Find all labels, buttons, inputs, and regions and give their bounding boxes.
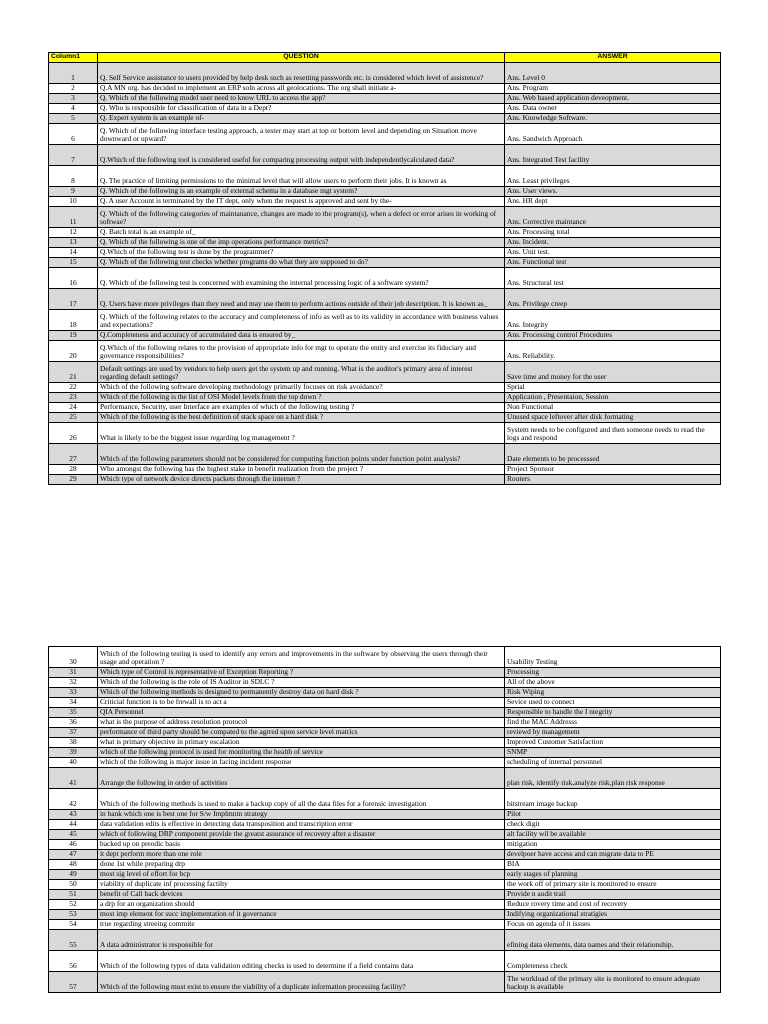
question-table-2 — [48, 646, 721, 993]
answer-cell[interactable]: Risk Wiping — [505, 688, 721, 698]
row-number-cell[interactable]: 55 — [49, 930, 98, 951]
row-number-cell[interactable]: 3 — [49, 94, 98, 104]
row-number-cell[interactable]: 57 — [49, 972, 98, 993]
table-row — [49, 678, 721, 688]
answer-cell[interactable]: Provide n audit trail — [505, 890, 721, 900]
answer-cell[interactable]: Project Sponsor — [505, 465, 721, 475]
question-cell[interactable]: backed up on preodic basis — [98, 840, 505, 850]
question-cell[interactable]: Which type of Control is representative of Exception Reporting ? — [98, 668, 505, 678]
answer-cell[interactable]: Responsible to handle the I ntegrity — [505, 708, 721, 718]
question-cell[interactable]: Q. Which of the following relates to the accuracy and completeness of info as well as to its validity in accordance with business values and expectations? — [98, 310, 505, 331]
table-row — [49, 850, 721, 860]
question-cell[interactable]: performance of third party should be compated to the agrred upon service level matrics — [98, 728, 505, 738]
table-row — [49, 289, 721, 310]
answer-cell[interactable]: Ans. HR dept — [505, 197, 721, 207]
question-cell[interactable]: Q. Expert system is an example of- — [98, 114, 505, 124]
question-cell[interactable]: which of following DRP component provide the greatst assurance of recovery after a disaster — [98, 830, 505, 840]
table-row — [49, 258, 721, 268]
row-number-cell[interactable]: 45 — [49, 830, 98, 840]
answer-cell[interactable]: Processing — [505, 668, 721, 678]
answer-cell[interactable]: Indifying organizational stratigies — [505, 910, 721, 920]
table-row — [49, 238, 721, 248]
question-cell[interactable]: Which of the following types of data validation editing checks is used to determine if a field contains data — [98, 951, 505, 972]
question-cell[interactable]: Arrange the following in order of activities — [98, 768, 505, 789]
row-number-cell[interactable]: 40 — [49, 758, 98, 768]
question-cell[interactable]: Q. Users have more privileges than they need and may use them to perform actions outside of their job description. It is known as_ — [98, 289, 505, 310]
question-cell[interactable]: what is primary objective in primary escalation — [98, 738, 505, 748]
row-number-cell[interactable]: 20 — [49, 341, 98, 362]
row-number-cell[interactable]: 10 — [49, 197, 98, 207]
row-number-cell[interactable]: 37 — [49, 728, 98, 738]
header-row — [49, 53, 721, 63]
question-cell[interactable]: what is the purpose of address resolution protocol — [98, 718, 505, 728]
answer-cell[interactable]: develpoer have access and can migrate data to PE — [505, 850, 721, 860]
answer-cell[interactable]: reviewd by management — [505, 728, 721, 738]
answer-cell[interactable]: Ans. User views. — [505, 187, 721, 197]
table-row — [49, 830, 721, 840]
row-number-cell[interactable]: 16 — [49, 268, 98, 289]
row-number-cell[interactable]: 15 — [49, 258, 98, 268]
table-row — [49, 423, 721, 444]
row-number-cell[interactable]: 44 — [49, 820, 98, 830]
answer-cell[interactable]: Sprial — [505, 383, 721, 393]
table-row — [49, 331, 721, 341]
row-number-cell[interactable]: 8 — [49, 166, 98, 187]
table-row — [49, 860, 721, 870]
question-cell[interactable]: Which of the following is the list of OSI Model levels from the top down ? — [98, 393, 505, 403]
table-row — [49, 475, 721, 485]
answer-cell[interactable]: Ans. Level 0 — [505, 63, 721, 84]
question-cell[interactable]: Which of the following must exist to ensure the viability of a duplicate information processing facility? — [98, 972, 505, 993]
row-number-cell[interactable]: 30 — [49, 647, 98, 668]
answer-cell[interactable]: Non Functional — [505, 403, 721, 413]
question-cell[interactable]: Q.Which of the following tool is considered useful for comparing processing output with independentlycalculated data? — [98, 145, 505, 166]
question-cell[interactable]: Q. Batch total is an example of_ — [98, 228, 505, 238]
table-row — [49, 310, 721, 331]
question-cell[interactable]: Which type of network device directs packets through the internet ? — [98, 475, 505, 485]
question-cell[interactable]: Who amongst the following has the highest stake in benefit realization from the project ? — [98, 465, 505, 475]
question-cell[interactable]: Q.Completeness and accuracy of accumulated data is ensured by_ — [98, 331, 505, 341]
row-number-cell[interactable]: 25 — [49, 413, 98, 423]
question-cell[interactable]: Default settings are used by vendors to help users get the system up and running. What is the auditor's primary area of interest regarding default settings? — [98, 362, 505, 383]
question-cell[interactable]: Criticial function is to be frewall is to act a — [98, 698, 505, 708]
question-cell[interactable]: Which of the following methods is designed to permanently destroy data on hard disk ? — [98, 688, 505, 698]
table-row — [49, 341, 721, 362]
answer-cell[interactable]: Ans. Corrective maintance — [505, 207, 721, 228]
answer-cell[interactable]: Focus on agenda of it issues — [505, 920, 721, 930]
question-cell[interactable]: Q.A MN org. has decided to implement an ERP soln across all geolocations. The org shall initiate a- — [98, 84, 505, 94]
table-row — [49, 197, 721, 207]
answer-cell[interactable]: Improved Customer Satisfaction — [505, 738, 721, 748]
answer-cell[interactable]: Ans. Processing total — [505, 228, 721, 238]
row-number-cell[interactable]: 26 — [49, 423, 98, 444]
question-cell[interactable]: a drp for an organization should — [98, 900, 505, 910]
row-number-cell[interactable]: 49 — [49, 870, 98, 880]
row-number-cell[interactable]: 56 — [49, 951, 98, 972]
table-row — [49, 187, 721, 197]
row-number-cell[interactable]: 1 — [49, 63, 98, 84]
row-number-cell[interactable]: 4 — [49, 104, 98, 114]
answer-cell[interactable]: Usability Testing — [505, 647, 721, 668]
column1-header[interactable]: Column1 — [49, 53, 98, 63]
question-cell[interactable]: Q.Which of the following relates to the provision of appropriate info for mgt to operate the entity and exercise its fiduciary and governance responsibilities? — [98, 341, 505, 362]
table-row — [49, 403, 721, 413]
answer-cell[interactable]: efining data elements, data names and their relationship. — [505, 930, 721, 951]
table-row — [49, 124, 721, 145]
row-number-cell[interactable]: 47 — [49, 850, 98, 860]
question-cell[interactable]: Which of the following methods is used to make a backup copy of all the data files for a forensic investigation — [98, 789, 505, 810]
answer-cell[interactable]: bitstream image backup — [505, 789, 721, 810]
table-row — [49, 768, 721, 789]
answer-cell[interactable]: scheduling of internal personnel — [505, 758, 721, 768]
answer-cell[interactable]: The workload of the primary site is monitored to ensure adequate backup is available — [505, 972, 721, 993]
row-number-cell[interactable]: 22 — [49, 383, 98, 393]
answer-cell[interactable]: Ans. Sandwich Approach — [505, 124, 721, 145]
answer-cell[interactable]: All of the above — [505, 678, 721, 688]
answer-cell[interactable]: SNMP — [505, 748, 721, 758]
table-row — [49, 698, 721, 708]
answer-cell[interactable]: Reduce rovery time and cost of recovery — [505, 900, 721, 910]
row-number-cell[interactable]: 17 — [49, 289, 98, 310]
answer-cell[interactable]: Ans. Functional test — [505, 258, 721, 268]
table-row — [49, 228, 721, 238]
row-number-cell[interactable]: 6 — [49, 124, 98, 145]
table-row — [49, 840, 721, 850]
row-number-cell[interactable]: 19 — [49, 331, 98, 341]
row-number-cell[interactable]: 51 — [49, 890, 98, 900]
table-row — [49, 688, 721, 698]
row-number-cell[interactable]: 29 — [49, 475, 98, 485]
table-row — [49, 920, 721, 930]
question-cell[interactable]: which of the following protocol is used for monitoring the health of service — [98, 748, 505, 758]
row-number-cell[interactable]: 24 — [49, 403, 98, 413]
question-cell[interactable]: true regarding streeing commite — [98, 920, 505, 930]
table-row — [49, 647, 721, 668]
answer-cell[interactable]: find the MAC Addresss — [505, 718, 721, 728]
table-row — [49, 393, 721, 403]
answer-cell[interactable]: Save time and money for the user — [505, 362, 721, 383]
table-row — [49, 820, 721, 830]
row-number-cell[interactable]: 52 — [49, 900, 98, 910]
answer-cell[interactable]: Routers — [505, 475, 721, 485]
question-cell[interactable]: Q. The practice of limiting permissions to the minimal level that will allow users to perform their jobs. It is known as — [98, 166, 505, 187]
table-row — [49, 728, 721, 738]
answer-cell[interactable]: Ans. Integrated Test facility — [505, 145, 721, 166]
row-number-cell[interactable]: 33 — [49, 688, 98, 698]
table-row — [49, 413, 721, 423]
row-number-cell[interactable]: 36 — [49, 718, 98, 728]
table-row — [49, 708, 721, 718]
table-row — [49, 810, 721, 820]
row-number-cell[interactable]: 13 — [49, 238, 98, 248]
question-table-1 — [48, 52, 721, 485]
table-row — [49, 383, 721, 393]
table-row — [49, 890, 721, 900]
row-number-cell[interactable]: 28 — [49, 465, 98, 475]
answer-cell[interactable]: Application , Presentaion, Session — [505, 393, 721, 403]
answer-cell[interactable]: early stages of planning — [505, 870, 721, 880]
row-number-cell[interactable]: 46 — [49, 840, 98, 850]
question-cell[interactable]: A data administrator is responsible for — [98, 930, 505, 951]
question-cell[interactable]: Q.Which of the following test is done by the programmer? — [98, 248, 505, 258]
row-number-cell[interactable]: 14 — [49, 248, 98, 258]
table-row — [49, 145, 721, 166]
answer-cell[interactable]: mitigation — [505, 840, 721, 850]
row-number-cell[interactable]: 41 — [49, 768, 98, 789]
row-number-cell[interactable]: 54 — [49, 920, 98, 930]
question-cell[interactable]: Performance, Security, user Interface are examples of which of the following testing ? — [98, 403, 505, 413]
table-row — [49, 910, 721, 920]
answer-cell[interactable]: alt facility wil be available — [505, 830, 721, 840]
row-number-cell[interactable]: 2 — [49, 84, 98, 94]
row-number-cell[interactable]: 43 — [49, 810, 98, 820]
question-cell[interactable]: Q. Which of the following test is concerned with examining the internal processing logic of a software system? — [98, 268, 505, 289]
row-number-cell[interactable]: 32 — [49, 678, 98, 688]
row-number-cell[interactable]: 7 — [49, 145, 98, 166]
question-cell[interactable]: Which of the following is the role of IS Auditor in SDLC ? — [98, 678, 505, 688]
answer-cell[interactable]: Date elements to be processsed — [505, 444, 721, 465]
row-number-cell[interactable]: 42 — [49, 789, 98, 810]
row-number-cell[interactable]: 23 — [49, 393, 98, 403]
row-number-cell[interactable]: 35 — [49, 708, 98, 718]
answer-cell[interactable]: the work off of primary site is monitored to ensure — [505, 880, 721, 890]
row-number-cell[interactable]: 18 — [49, 310, 98, 331]
table-row — [49, 94, 721, 104]
table-row — [49, 789, 721, 810]
question-cell[interactable]: most sig level of effort for bcp — [98, 870, 505, 880]
question-cell[interactable]: Q. A user Account is terminated by the IT dept, only when the request is approved and sent by the- — [98, 197, 505, 207]
question-cell[interactable]: Which of the following software developing methodology primarily focuses on risk avoidance? — [98, 383, 505, 393]
table-row — [49, 870, 721, 880]
answer-cell[interactable]: Ans. Data owner — [505, 104, 721, 114]
answer-cell[interactable]: plan risk, identify risk,analyze risk,plan risk response — [505, 768, 721, 789]
table-row — [49, 362, 721, 383]
table-row — [49, 930, 721, 951]
table-row — [49, 104, 721, 114]
table-row — [49, 758, 721, 768]
answer-cell[interactable]: Ans. Integrity — [505, 310, 721, 331]
answer-cell[interactable]: System needs to be configured and then someone needs to read the logs and respond — [505, 423, 721, 444]
answer-cell[interactable]: Ans. Unit test. — [505, 248, 721, 258]
answer-cell[interactable]: Ans. Incident. — [505, 238, 721, 248]
table-row — [49, 718, 721, 728]
row-number-cell[interactable]: 12 — [49, 228, 98, 238]
table-row — [49, 668, 721, 678]
row-number-cell[interactable]: 11 — [49, 207, 98, 228]
question-cell[interactable]: Q. Self Service assistance to users provided by help desk such as resetting passwords etc. is considered which level of assistence? — [98, 63, 505, 84]
answer-cell[interactable]: Pilot — [505, 810, 721, 820]
table-row — [49, 444, 721, 465]
table-row — [49, 166, 721, 187]
question-cell[interactable]: Which of the following parameters should not be considered for computing function points under function point analysis? — [98, 444, 505, 465]
row-number-cell[interactable]: 31 — [49, 668, 98, 678]
table-row — [49, 880, 721, 890]
table-row — [49, 63, 721, 84]
question-cell[interactable]: Q. Which of the following is one of the imp operations performance metrics? — [98, 238, 505, 248]
question-cell[interactable]: done 1st while preparing drp — [98, 860, 505, 870]
answer-header[interactable]: ANSWER — [505, 53, 721, 63]
row-number-cell[interactable]: 53 — [49, 910, 98, 920]
question-cell[interactable]: Which of the following is the best definition of stack space on a hard disk ? — [98, 413, 505, 423]
table-row — [49, 972, 721, 993]
answer-cell[interactable]: Ans. Knowledge Software. — [505, 114, 721, 124]
answer-cell[interactable]: Unused space leftover after disk formating — [505, 413, 721, 423]
question-cell[interactable]: Q. Which of the following test checks whether programs do what they are supposed to do? — [98, 258, 505, 268]
question-cell[interactable]: most imp element for succ implementation of it governance — [98, 910, 505, 920]
table-row — [49, 248, 721, 258]
question-cell[interactable]: which of the following is major issue in facing incident response — [98, 758, 505, 768]
row-number-cell[interactable]: 21 — [49, 362, 98, 383]
answer-cell[interactable]: Ans. Processing control Procedures — [505, 331, 721, 341]
question-cell[interactable]: Q. Which of the following interface testing approach, a tester may start at top or bottom level and depending on Situation move downward or upward? — [98, 124, 505, 145]
question-header[interactable]: QUESTION — [98, 53, 505, 63]
row-number-cell[interactable]: 39 — [49, 748, 98, 758]
question-cell[interactable]: benefit of Call back devices — [98, 890, 505, 900]
row-number-cell[interactable]: 50 — [49, 880, 98, 890]
table-row — [49, 465, 721, 475]
table-row — [49, 207, 721, 228]
answer-cell[interactable]: Ans. Reliability. — [505, 341, 721, 362]
table-row — [49, 114, 721, 124]
table-row — [49, 738, 721, 748]
table-row — [49, 84, 721, 94]
answer-cell[interactable]: BIA — [505, 860, 721, 870]
answer-cell[interactable]: Ans. Web based application deveopment. — [505, 94, 721, 104]
row-number-cell[interactable]: 38 — [49, 738, 98, 748]
table-row — [49, 748, 721, 758]
question-cell[interactable]: Q. Which of the following model user need to know URL to access the app? — [98, 94, 505, 104]
row-number-cell[interactable]: 9 — [49, 187, 98, 197]
answer-cell[interactable]: Completeness check — [505, 951, 721, 972]
question-cell[interactable]: Q. Who is responsible for classification of data in a Dept? — [98, 104, 505, 114]
answer-cell[interactable]: Sevice used to connect — [505, 698, 721, 708]
question-cell[interactable]: What is likely to be the biggest issue regarding log management ? — [98, 423, 505, 444]
answer-cell[interactable]: Ans. Least privileges — [505, 166, 721, 187]
answer-cell[interactable]: Ans. Privilege creep — [505, 289, 721, 310]
question-cell[interactable]: data validation edits is effective in detecting data transposition and transcription error — [98, 820, 505, 830]
question-cell[interactable]: QIA Personnel — [98, 708, 505, 718]
table-row — [49, 268, 721, 289]
table-row — [49, 900, 721, 910]
row-number-cell[interactable]: 27 — [49, 444, 98, 465]
answer-cell[interactable]: check digit — [505, 820, 721, 830]
row-number-cell[interactable]: 48 — [49, 860, 98, 870]
question-cell[interactable]: viability of duplicate inf processing factilty — [98, 880, 505, 890]
answer-cell[interactable]: Ans. Program — [505, 84, 721, 94]
question-cell[interactable]: it dept perform more than one role — [98, 850, 505, 860]
answer-cell[interactable]: Ans. Structural test — [505, 268, 721, 289]
row-number-cell[interactable]: 34 — [49, 698, 98, 708]
question-cell[interactable]: Q. Which of the following is an example of external schema in a database mgt system? — [98, 187, 505, 197]
question-cell[interactable]: Q. Which of the following categories of maintanance, changes are made to the program(s), when a defect or error arises in working of softwae? — [98, 207, 505, 228]
question-cell[interactable]: in bank which one is best one for S/w Implmntn strategy — [98, 810, 505, 820]
question-cell[interactable]: Which of the following testing is used to identify any errors and improvements in the software by observing the users through their usage and operation ? — [98, 647, 505, 668]
table-row — [49, 951, 721, 972]
row-number-cell[interactable]: 5 — [49, 114, 98, 124]
